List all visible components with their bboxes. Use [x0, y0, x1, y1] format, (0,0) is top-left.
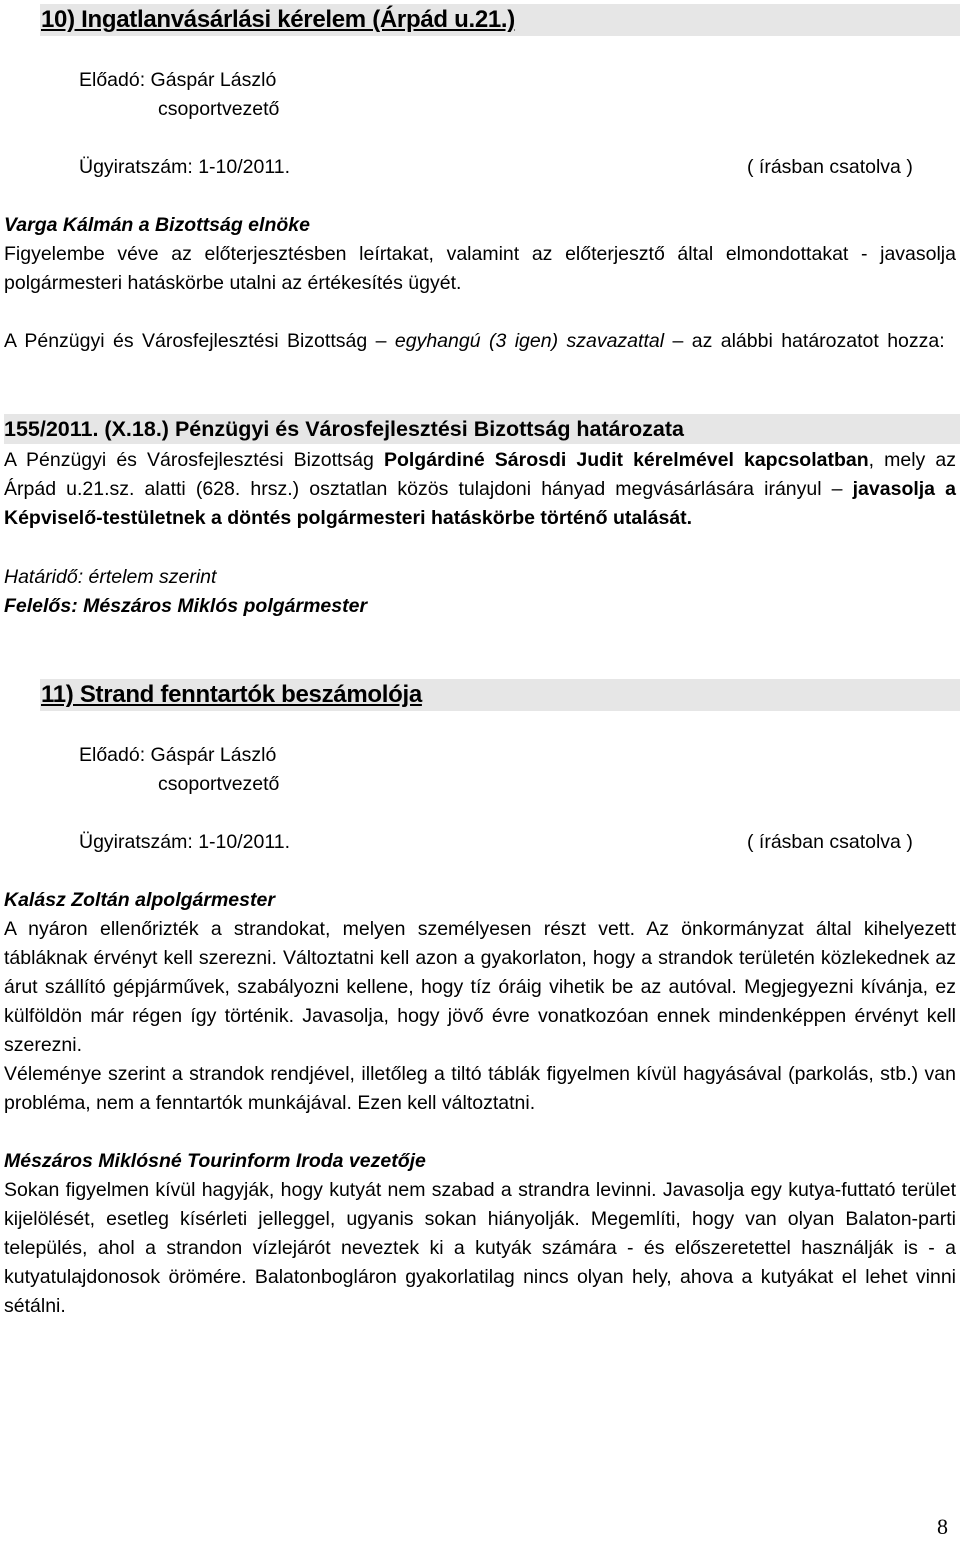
resolution-text	[4, 446, 956, 533]
section-10-speech: Figyelembe véve az előterjesztésben leírtakat, valamint az előterjesztő által elmondottakat - javasolja polgármesteri hatáskörbe utalni az értékesítés ügyét.	[4, 243, 956, 294]
section-11-attachment-note: ( írásban csatolva )	[747, 831, 913, 853]
section-11-presenter: Előadó: Gáspár László	[79, 744, 277, 766]
vote-text-end: – az alábbi határozatot hozza:	[672, 330, 945, 352]
section-11-speaker-2: Mészáros Miklósné Tourinform Iroda vezetője	[4, 1150, 426, 1172]
section-11-title: 11) Strand fenntartók beszámolója	[41, 681, 422, 708]
section-11-speaker-1-text-1: A nyáron ellenőrizték a strandokat, melyen személyesen részt vett. Az önkormányzat által kihelyezett tábláknak érvényt kell szerezni. Változtatni kell azon a gyakorlaton, hogy a strandok területén közlekednek az árut szállító gépjárművek, szabályozni kellene, hogy tíz óráig vihetik be az autóval. Megjegyezni kívánja, ez külföldön már régen így történik. Javasolja, hogy jövő évre vonatkozóan ennek mindenképpen érvényt kell szerezni.	[4, 918, 956, 1056]
resolution-title: Pénzügyi és Városfejlesztési Bizottság határozata	[174, 417, 684, 441]
section-10-presenter: Előadó: Gáspár László	[79, 69, 277, 91]
section-11-presenter-role: csoportvezető	[158, 773, 280, 795]
vote-result: egyhangú (3 igen) szavazattal	[394, 330, 665, 352]
section-10-case-number: Ügyiratszám: 1-10/2011.	[79, 156, 290, 178]
vote-text-start: A Pénzügyi és Városfejlesztési Bizottság –	[4, 330, 387, 352]
section-10-attachment-note: ( írásban csatolva )	[747, 156, 913, 178]
section-11-case-number: Ügyiratszám: 1-10/2011.	[79, 831, 290, 853]
section-11-speaker-1-text-2: Véleménye szerint a strandok rendjével, illetőleg a tiltó táblák figyelmen kívül hagyásával (parkolás, stb.) van probléma, nem a fenntartók munkájával. Ezen kell változtatni.	[4, 1063, 956, 1114]
section-10-title: 10) Ingatlanvásárlási kérelem (Árpád u.21.)	[41, 6, 515, 33]
section-11-speaker-2-text: Sokan figyelmen kívül hagyják, hogy kutyát nem szabad a strandra levinni. Javasolja egy kutya-futtató terület kijelölését, esetleg kísérleti jelleggel, ugyanis sokan hiányolják. Megemlíti, hogy van olyan Balaton-parti település, ahol a strandon vízlejárót neveztek ki a kutyák számára - és előszeretettel használják is - a kutyatulajdonosok örömére. Balatonbogláron gyakorlatilag nincs olyan hely, ahova a kutyákat el lehet vinni sétálni.	[4, 1179, 956, 1317]
resolution-applicant: Polgárdiné Sárosdi Judit kérelmével kapcsolatban	[383, 449, 869, 471]
section-11-speaker-1: Kalász Zoltán alpolgármester	[4, 889, 275, 911]
section-10-vote	[4, 327, 956, 356]
resolution-number: 155/2011. (X.18.)	[4, 417, 169, 441]
resolution-text-1: A Pénzügyi és Városfejlesztési Bizottság	[4, 449, 374, 471]
resolution-heading	[4, 414, 684, 444]
resolution-text-2: , mely az Árpád u.21.sz. alatti (628. hrsz.) osztatlan közös tulajdoni hányad megvásárlására irányul –	[4, 449, 956, 500]
section-10-speaker: Varga Kálmán a Bizottság elnöke	[4, 214, 310, 236]
page-number: 8	[937, 1514, 948, 1539]
section-10-presenter-role: csoportvezető	[158, 98, 280, 120]
resolution-decision: javasolja a Képviselő-testületnek a döntés polgármesteri hatáskörbe történő utalását.	[4, 478, 956, 529]
resolution-responsible: Felelős: Mészáros Miklós polgármester	[4, 595, 368, 617]
resolution-deadline: Határidő: értelem szerint	[4, 566, 217, 588]
